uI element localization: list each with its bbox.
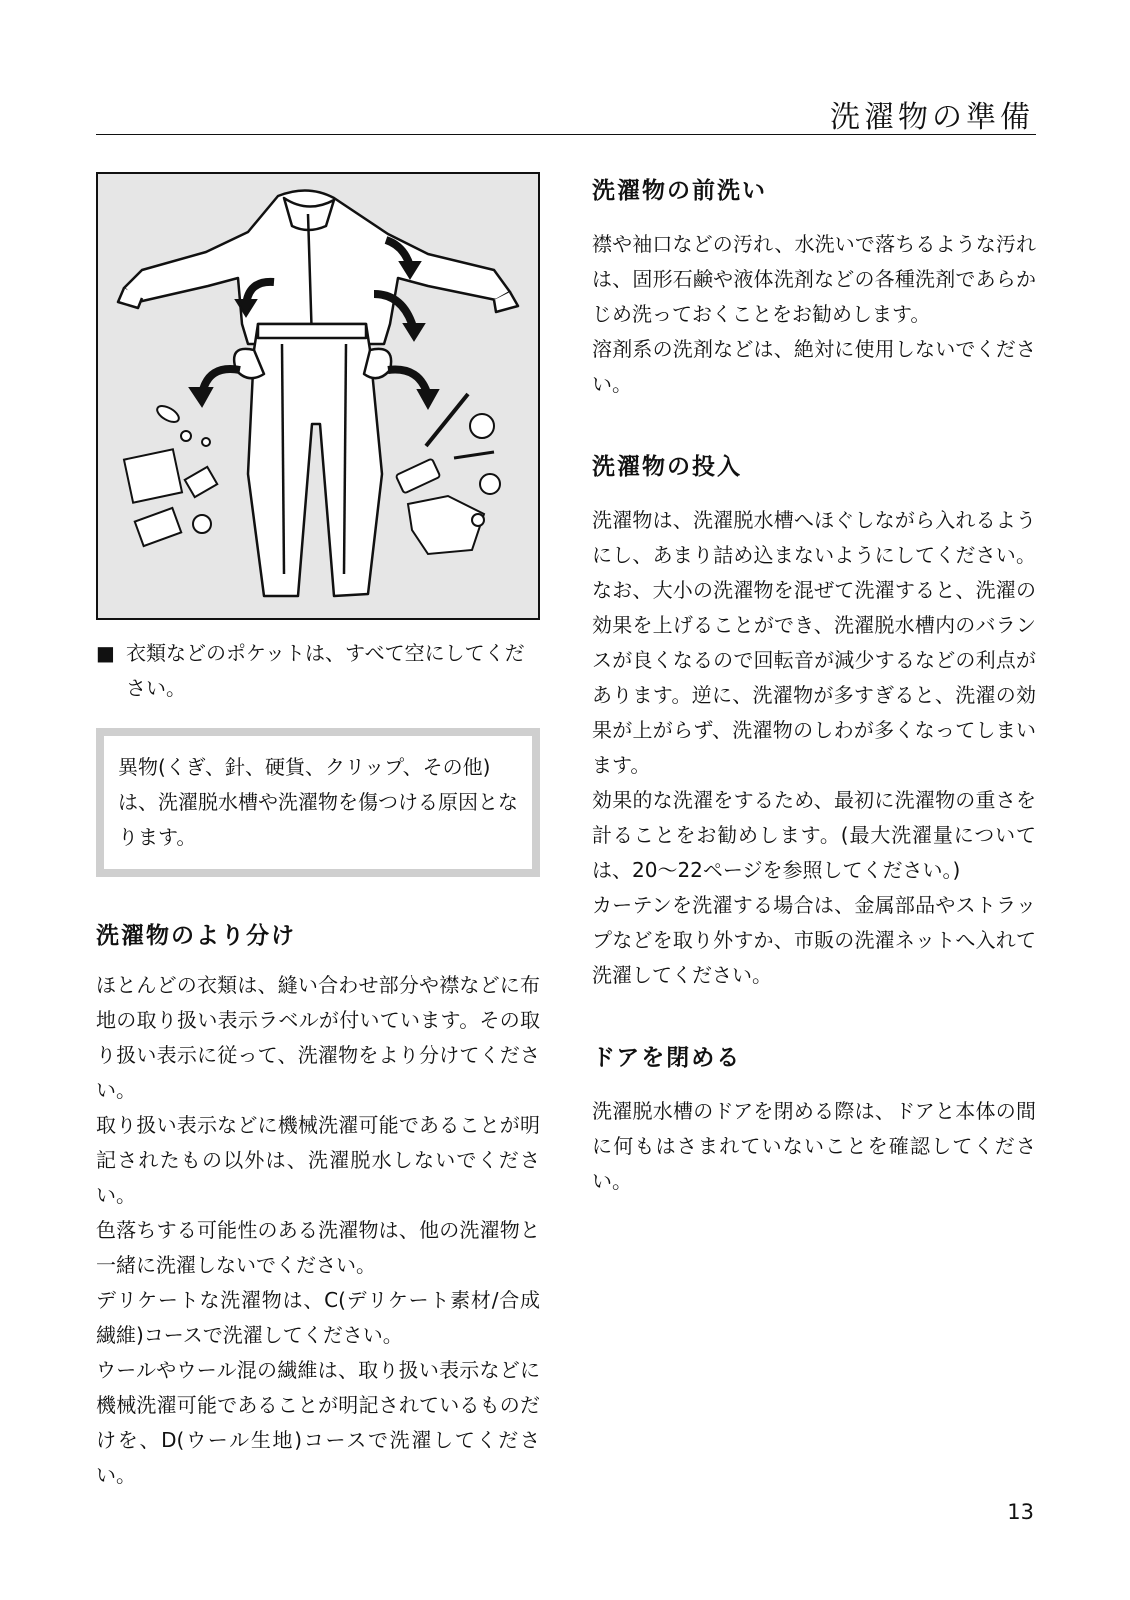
illustration-empty-pockets xyxy=(96,172,540,620)
paragraph: ウールやウール混の繊維は、取り扱い表示などに機械洗濯可能であることが明記されているものだけを、D(ウール生地)コースで洗濯してください。 xyxy=(96,1358,540,1487)
paragraph: 洗濯物は、洗濯脱水槽へほぐしながら入れるようにし、あまり詰め込まないようにしてください。なお、大小の洗濯物を混ぜて洗濯すると、洗濯の効果を上げることができ、洗濯脱水槽内のバランスが良くなるので回転音が減少するなどの利点があります。逆に、洗濯物が多すぎると、洗濯の効果が上がらず、洗濯物のしわが多くなってしまいます。 xyxy=(592,508,1036,777)
heading-sorting: 洗濯物のより分け xyxy=(96,923,296,949)
heading-loading: 洗濯物の投入 xyxy=(592,454,742,480)
heading-prewash: 洗濯物の前洗い xyxy=(592,178,767,204)
warning-box xyxy=(96,728,540,877)
paragraph: 襟や袖口などの汚れ、水洗いで落ちるような汚れは、固形石鹸や液体洗剤などの各種洗剤であらかじめ洗っておくことをお勧めします。 xyxy=(592,232,1036,326)
left-column xyxy=(96,172,540,1493)
square-bullet-icon: ■ xyxy=(96,641,115,665)
paragraph: 洗濯脱水槽のドアを閉める際は、ドアと本体の間に何もはさまれていないことを確認してください。 xyxy=(592,1099,1036,1193)
warning-text: 異物(くぎ、針、硬貨、クリップ、その他)は、洗濯脱水槽や洗濯物を傷つける原因となります。 xyxy=(118,755,518,849)
heading-door: ドアを閉める xyxy=(592,1045,742,1071)
caption-text: 衣類などのポケットは、すべて空にしてください。 xyxy=(126,641,525,700)
figure-caption xyxy=(96,636,540,706)
paragraph: 効果的な洗濯をするため、最初に洗濯物の重さを計ることをお勧めします。(最大洗濯量については、20～22ページを参照してください。) xyxy=(592,788,1036,882)
paragraph: 取り扱い表示などに機械洗濯可能であることが明記されたもの以外は、洗濯脱水しないでください。 xyxy=(96,1113,540,1207)
paragraph: カーテンを洗濯する場合は、金属部品やストラップなどを取り外すか、市販の洗濯ネットへ入れて洗濯してください。 xyxy=(592,893,1036,987)
clothing-pockets-illustration xyxy=(98,174,538,618)
paragraph: ほとんどの衣類は、縫い合わせ部分や襟などに布地の取り扱い表示ラベルが付いています。その取り扱い表示に従って、洗濯物をより分けてください。 xyxy=(96,973,540,1102)
right-column xyxy=(592,172,1036,1199)
page-title: 洗濯物の準備 xyxy=(830,100,1034,135)
paragraph: デリケートな洗濯物は、C(デリケート素材/合成繊維)コースで洗濯してください。 xyxy=(96,1288,540,1347)
page-number: 13 xyxy=(1007,1500,1034,1524)
title-rule xyxy=(96,134,1036,135)
paragraph: 溶剤系の洗剤などは、絶対に使用しないでください。 xyxy=(592,337,1036,396)
paragraph: 色落ちする可能性のある洗濯物は、他の洗濯物と一緒に洗濯しないでください。 xyxy=(96,1218,540,1277)
